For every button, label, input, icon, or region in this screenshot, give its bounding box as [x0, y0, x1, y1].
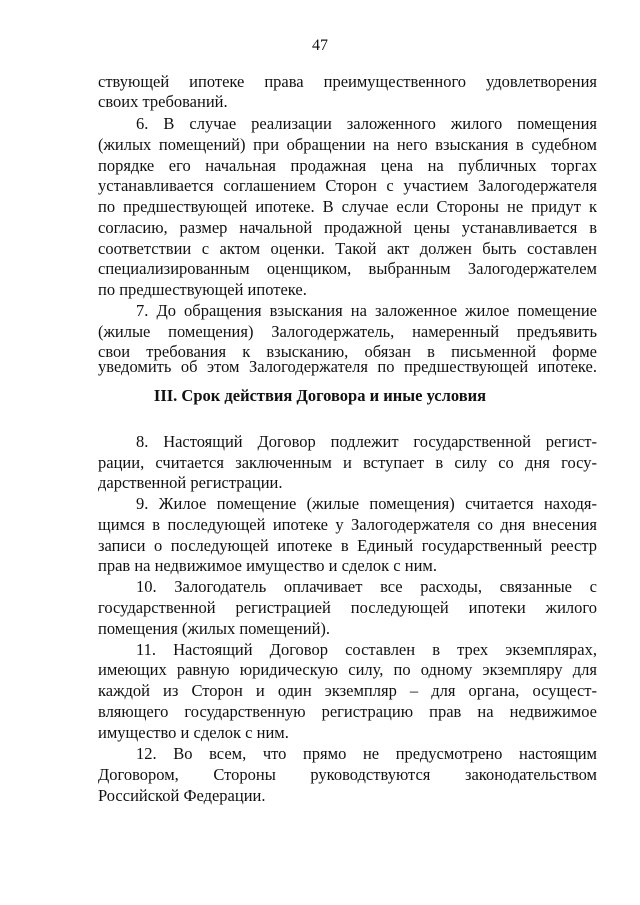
- text-line: ствующей ипотеке права преимущественного удовлетворения: [98, 72, 597, 91]
- text-line: 8. Настоящий Договор подлежит государственной регист-: [136, 432, 597, 451]
- text-line: дарственной регистрации.: [98, 473, 283, 492]
- text-line: устанавливается соглашением Сторон с участием Залогодержателя: [98, 176, 597, 195]
- text-line: вляющего государственную регистрацию прав на недвижимое: [98, 702, 597, 721]
- text-line: Договором, Стороны руководствуются законодательством: [98, 765, 597, 784]
- text-line: 12. Во всем, что прямо не предусмотрено настоящим: [136, 744, 597, 763]
- text-line: по предшествующей ипотеке. В случае если Стороны не придут к: [98, 197, 597, 216]
- text-line: (жилые помещения) Залогодержатель, намеренный предъявить: [98, 322, 597, 341]
- text-line: по предшествующей ипотеке.: [98, 280, 307, 299]
- text-line: специализированным оценщиком, выбранным Залогодержателем: [98, 259, 597, 278]
- text-line: 7. До обращения взыскания на заложенное жилое помещение: [136, 301, 597, 320]
- text-line: порядке его начальная продажная цена на публичных торгах: [98, 156, 597, 175]
- text-line: имущество и сделок с ним.: [98, 723, 289, 742]
- text-line: государственной регистрацией последующей ипотеки жилого: [98, 598, 597, 617]
- text-line: записи о последующей ипотеке в Единый государственный реестр: [98, 536, 597, 555]
- text-line: согласию, размер начальной продажной цены устанавливается в: [98, 218, 597, 237]
- text-line: (жилых помещений) при обращении на него взыскания в судебном: [98, 135, 597, 154]
- text-line: 9. Жилое помещение (жилые помещения) считается находя-: [136, 494, 597, 513]
- page-number: 47: [312, 37, 328, 54]
- section-heading: III. Срок действия Договора и иные условия: [153, 386, 487, 405]
- text-line: 6. В случае реализации заложенного жилого помещения: [136, 114, 597, 133]
- text-line: уведомить об этом Залогодержателя по предшествующей ипотеке.: [98, 357, 597, 376]
- text-line: щимся в последующей ипотеке у Залогодержателя со дня внесения: [98, 515, 597, 534]
- text-line: рации, считается заключенным и вступает в силу со дня госу-: [98, 453, 597, 472]
- text-line: помещения (жилых помещений).: [98, 619, 331, 638]
- text-line: 10. Залогодатель оплачивает все расходы, связанные с: [136, 577, 597, 596]
- text-line: своих требований.: [98, 92, 228, 111]
- text-line: прав на недвижимое имущество и сделок с ним.: [98, 556, 437, 575]
- text-line: Российской Федерации.: [98, 786, 266, 805]
- text-line: соответствии с актом оценки. Такой акт должен быть составлен: [98, 239, 597, 258]
- text-line: имеющих равную юридическую силу, по одному экземпляру для: [98, 660, 597, 679]
- text-line: свои требования к взысканию, обязан в письменной форме: [98, 342, 597, 361]
- text-line: каждой из Сторон и один экземпляр – для органа, осущест-: [98, 681, 597, 700]
- text-line: 11. Настоящий Договор составлен в трех экземплярах,: [136, 640, 597, 659]
